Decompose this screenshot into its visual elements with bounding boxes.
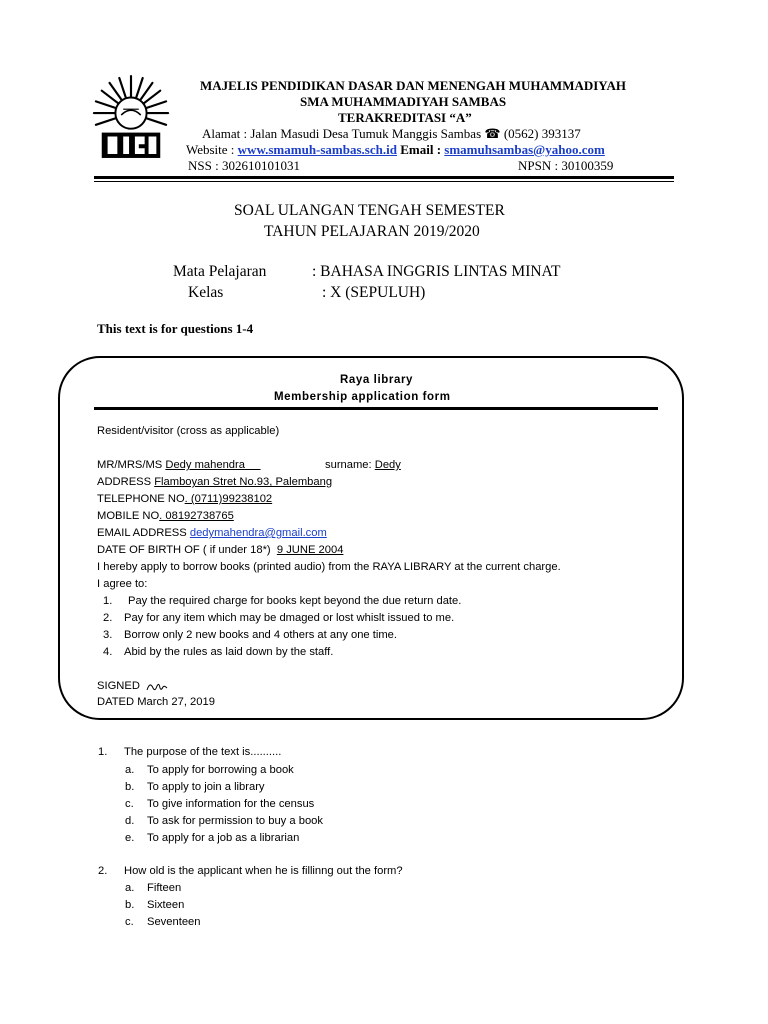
subject-label: Mata Pelajaran xyxy=(173,263,267,280)
question-number: 1. xyxy=(98,746,108,758)
surname-value: Dedy xyxy=(374,459,401,471)
dated-line: DATED March 27, 2019 xyxy=(97,696,215,708)
option-text: To ask for permission to buy a book xyxy=(147,815,323,827)
option-text: Fifteen xyxy=(147,882,182,894)
website-label: Website : xyxy=(186,142,238,157)
telephone-label: TELEPHONE NO xyxy=(97,493,185,505)
email-link[interactable]: smamuhsambas@yahoo.com xyxy=(444,142,605,157)
exam-title: SOAL ULANGAN TENGAH SEMESTER xyxy=(234,202,505,219)
header-divider-thick xyxy=(94,176,674,179)
signature-icon xyxy=(145,680,169,694)
statement: I hereby apply to borrow books (printed audio) from the RAYA LIBRARY at the current charge. xyxy=(97,561,561,573)
contact-line xyxy=(186,142,605,158)
agree-line: I agree to: xyxy=(97,578,148,590)
name-label: MR/MRS/MS xyxy=(97,459,166,471)
term-text: Borrow only 2 new books and 4 others at any one time. xyxy=(124,629,398,641)
header-divider-thin xyxy=(94,181,674,182)
question-text: How old is the applicant when he is fillinng out the form? xyxy=(124,865,403,877)
address-label: ADDRESS xyxy=(97,476,155,488)
npsn-number: NPSN : 30100359 xyxy=(518,158,614,173)
signed-label: SIGNED xyxy=(97,680,140,692)
school-name: SMA MUHAMMADIYAH SAMBAS xyxy=(300,94,507,109)
term-number: 4. xyxy=(103,646,113,658)
option-letter: a. xyxy=(125,882,135,894)
email-label: Email : xyxy=(396,142,445,157)
term-number: 3. xyxy=(103,629,113,641)
email-line xyxy=(97,527,327,539)
option-text: To give information for the census xyxy=(147,798,315,810)
org-name: MAJELIS PENDIDIKAN DASAR DAN MENENGAH MUHAMMADIYAH xyxy=(200,78,626,93)
mobile-label: MOBILE NO xyxy=(97,510,160,522)
address-line xyxy=(97,476,332,488)
form-subtitle: Membership application form xyxy=(274,391,451,403)
accreditation: TERAKREDITASI “A” xyxy=(338,110,472,125)
option-text: Seventeen xyxy=(147,916,201,928)
term-number: 1. xyxy=(103,595,113,607)
dob-label: DATE OF BIRTH OF ( if under 18*) xyxy=(97,544,277,556)
website-link[interactable]: www.smamuh-sambas.sch.id xyxy=(237,142,397,157)
mobile-value: . 08192738765 xyxy=(159,510,234,522)
nss-number: NSS : 302610101031 xyxy=(188,158,300,173)
option-letter: d. xyxy=(125,815,135,827)
option-letter: b. xyxy=(125,781,135,793)
option-letter: a. xyxy=(125,764,135,776)
form-email-label: EMAIL ADDRESS xyxy=(97,527,190,539)
question-text: The purpose of the text is.......... xyxy=(124,746,282,758)
telephone-line xyxy=(97,493,272,505)
surname-line xyxy=(325,459,401,471)
text-reference: This text is for questions 1-4 xyxy=(97,321,254,336)
mobile-line xyxy=(97,510,234,522)
dob-line xyxy=(97,544,343,556)
term-text: Pay the required charge for books kept beyond the due return date. xyxy=(128,595,462,607)
name-value: Dedy mahendra xyxy=(165,459,261,471)
option-text: Sixteen xyxy=(147,899,185,911)
exam-year: TAHUN PELAJARAN 2019/2020 xyxy=(264,223,480,240)
option-letter: c. xyxy=(125,798,134,810)
form-title-rule xyxy=(94,407,658,410)
term-text: Pay for any item which may be dmaged or lost whislt issued to me. xyxy=(124,612,455,624)
option-letter: e. xyxy=(125,832,135,844)
term-text: Abid by the rules as laid down by the staff. xyxy=(124,646,334,658)
form-title: Raya library xyxy=(340,374,414,386)
form-email-link[interactable]: dedymahendra@gmail.com xyxy=(189,527,327,539)
option-text: To apply for borrowing a book xyxy=(147,764,294,776)
telephone-value: . (0711)99238102 xyxy=(184,493,273,505)
class-label: Kelas xyxy=(188,284,224,301)
class-value: : X (SEPULUH) xyxy=(322,284,426,301)
school-address: Alamat : Jalan Masudi Desa Tumuk Manggis Sambas ☎ (0562) 393137 xyxy=(202,126,581,141)
school-logo-icon xyxy=(92,74,170,160)
surname-label: surname: xyxy=(325,459,375,471)
dob-value: 9 JUNE 2004 xyxy=(276,544,344,556)
subject-value: : BAHASA INGGRIS LINTAS MINAT xyxy=(312,263,561,280)
option-letter: c. xyxy=(125,916,134,928)
option-text: To apply to join a library xyxy=(147,781,265,793)
option-text: To apply for a job as a librarian xyxy=(147,832,300,844)
name-line xyxy=(97,459,261,471)
address-value: Flamboyan Stret No.93, Palembang xyxy=(154,476,333,488)
option-letter: b. xyxy=(125,899,135,911)
question-number: 2. xyxy=(98,865,108,877)
resident-line: Resident/visitor (cross as applicable) xyxy=(97,425,280,437)
term-number: 2. xyxy=(103,612,113,624)
